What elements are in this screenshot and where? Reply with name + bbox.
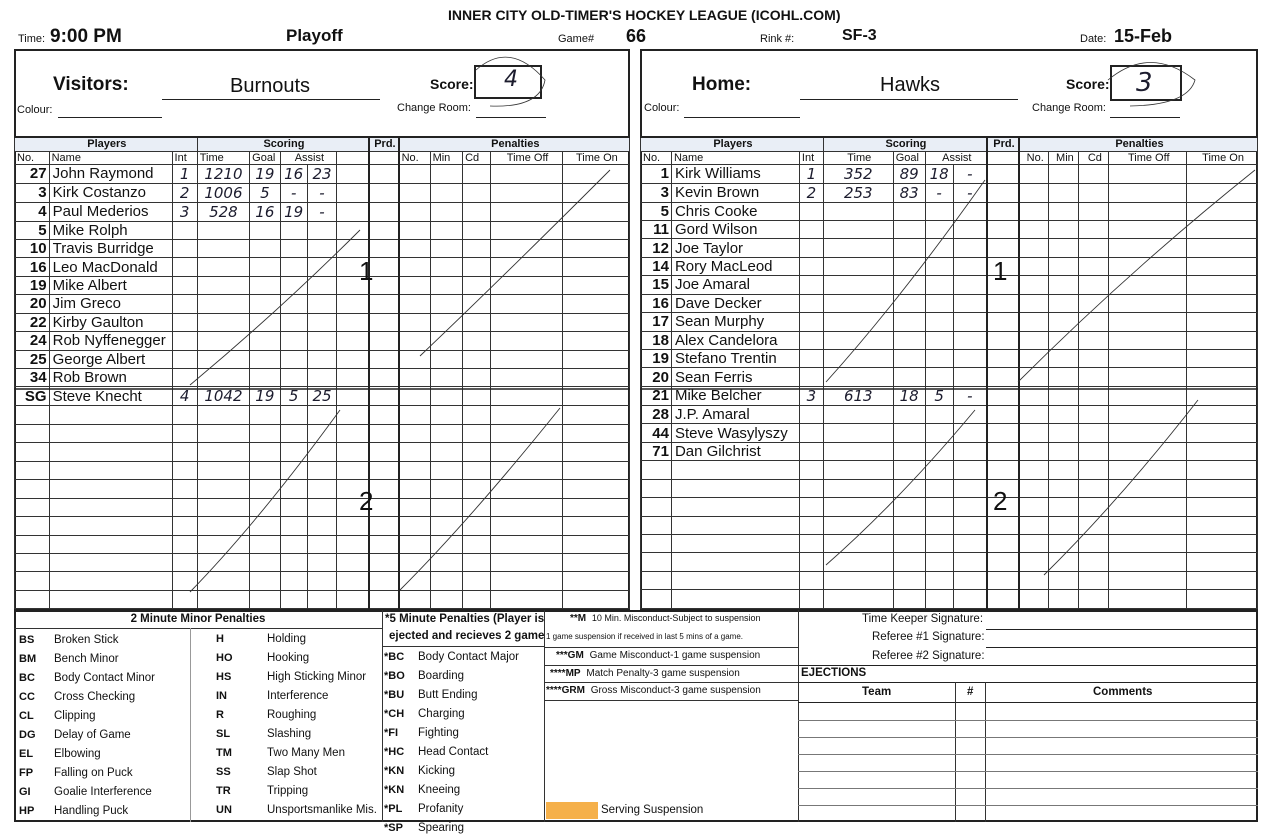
players-header: Players	[15, 137, 198, 151]
scoring-assist-1[interactable]: 5	[280, 387, 307, 406]
list-item	[18, 744, 156, 763]
penalty-desc: High Sticking Minor	[267, 670, 367, 683]
list-item	[383, 818, 520, 837]
list-item	[215, 724, 378, 743]
penalty-desc: Elbowing	[54, 747, 101, 760]
serving-label: Serving Suspension	[601, 804, 704, 816]
scoring-assist-2[interactable]: -	[307, 202, 336, 221]
list-item	[383, 742, 520, 761]
penalty-desc: Spearing	[418, 821, 465, 834]
penalty-code: *BU	[384, 688, 405, 701]
serving-swatch	[546, 802, 598, 819]
list-item	[215, 781, 378, 800]
penalty-desc: Delay of Game	[54, 728, 131, 741]
penalty-code: TR	[216, 784, 231, 797]
player-name: Joe Taylor	[671, 239, 799, 257]
penalty-desc: Kneeing	[418, 783, 461, 796]
player-name: Paul Mederios	[49, 202, 172, 221]
visitors-score: 4	[504, 67, 519, 92]
major-title-2: ejected and recieves 2 game	[389, 630, 545, 642]
penalty-desc: Body Contact Minor	[54, 671, 155, 684]
player-number: 71	[641, 442, 672, 460]
penalty-code: BC	[19, 671, 35, 684]
home-period-1: 1	[993, 256, 1008, 286]
visitors-period-2: 2	[359, 486, 374, 516]
col-name: Name	[49, 151, 172, 164]
minor-right-list	[215, 629, 378, 819]
col-no: No.	[641, 151, 672, 164]
player-name: Alex Candelora	[671, 331, 799, 349]
ejections-title: EJECTIONS	[801, 667, 867, 679]
legend-panel	[14, 610, 1258, 822]
visitors-label: Visitors:	[53, 74, 129, 95]
player-number: 16	[641, 294, 672, 312]
player-name: Dan Gilchrist	[671, 442, 799, 460]
col-name: Name	[671, 151, 799, 164]
scoring-assist-2[interactable]: -	[953, 164, 987, 183]
m-code: **M	[570, 613, 587, 624]
player-number: 18	[641, 331, 672, 349]
player-number: 44	[641, 424, 672, 442]
list-item	[18, 706, 156, 725]
player-number: 19	[15, 276, 50, 294]
game-type: Playoff	[286, 26, 343, 45]
home-colour-label: Colour:	[644, 102, 680, 114]
player-number: 19	[641, 350, 672, 368]
minor-title: 2 Minute Minor Penalties	[130, 613, 266, 625]
penalty-desc: Holding	[267, 632, 306, 645]
col-goal: Goal	[893, 151, 925, 164]
penalty-desc: Boarding	[418, 669, 465, 682]
scoring-time[interactable]: 253	[823, 183, 893, 202]
player-name: Sean Ferris	[671, 368, 799, 386]
players-header: Players	[641, 137, 824, 151]
list-item	[383, 799, 520, 818]
rink-label: Rink #:	[760, 33, 795, 45]
penalty-code: BS	[19, 633, 35, 646]
scoring-header: Scoring	[197, 137, 369, 151]
penalty-desc: Body Contact Major	[418, 650, 519, 663]
list-item	[383, 761, 520, 780]
scoring-goal[interactable]: 5	[250, 183, 280, 202]
minor-left-list	[18, 630, 156, 820]
penalty-code: CC	[19, 690, 35, 703]
list-item	[18, 801, 156, 820]
scoring-int[interactable]: 3	[799, 386, 823, 405]
scoring-goal[interactable]: 16	[250, 202, 280, 221]
list-item	[18, 668, 156, 687]
list-item	[383, 780, 520, 799]
penalty-desc: Butt Ending	[418, 688, 478, 701]
penalty-code: *KN	[384, 764, 405, 777]
penalty-code: H	[216, 632, 224, 645]
scoring-goal[interactable]: 89	[893, 164, 925, 183]
home-score: 3	[1136, 68, 1154, 98]
scoring-assist-1[interactable]: 18	[925, 164, 953, 183]
player-name: Mike Rolph	[49, 221, 172, 239]
player-number: 3	[15, 183, 50, 202]
scoring-assist-1[interactable]: 16	[280, 164, 307, 183]
penalty-desc: Broken Stick	[54, 633, 119, 646]
player-name: Kirk Costanzo	[49, 183, 172, 202]
player-number: 10	[15, 239, 50, 257]
player-name: Leo MacDonald	[49, 258, 172, 276]
player-number: 16	[15, 258, 50, 276]
date-label: Date:	[1080, 33, 1107, 45]
col-assist: Assist	[925, 151, 987, 164]
col-time-on: Time On	[1187, 151, 1258, 164]
player-number: 34	[15, 369, 50, 387]
referee-2-signature-label: Referee #2 Signature:	[872, 650, 985, 662]
player-name: Dave Decker	[671, 294, 799, 312]
player-name: Travis Burridge	[49, 239, 172, 257]
visitors-team-name: Burnouts	[230, 75, 311, 97]
penalty-code: HP	[19, 804, 35, 817]
list-item	[383, 704, 520, 723]
penalty-code: FP	[19, 766, 34, 779]
player-number: 21	[641, 386, 672, 405]
time-keeper-signature-label: Time Keeper Signature:	[862, 613, 984, 625]
player-name: Kirby Gaulton	[49, 313, 172, 331]
penalty-desc: Head Contact	[418, 745, 489, 758]
col-time: Time	[197, 151, 249, 164]
penalty-code: *KN	[384, 783, 405, 796]
mp-desc: Match Penalty-3 game suspension	[586, 668, 740, 679]
col-int: Int	[172, 151, 197, 164]
game-label: Game#	[558, 33, 595, 45]
player-number: 20	[15, 295, 50, 313]
scoring-assist-1[interactable]: 19	[280, 202, 307, 221]
player-number: 20	[641, 368, 672, 386]
visitors-period-1: 1	[359, 256, 374, 286]
player-number: SG	[15, 387, 50, 406]
penalty-code: *BO	[384, 669, 405, 682]
player-number: 3	[641, 183, 672, 202]
player-number: 24	[15, 332, 50, 350]
scoring-assist-2[interactable]: -	[307, 183, 336, 202]
player-name: George Albert	[49, 350, 172, 368]
league-title: INNER CITY OLD-TIMER'S HOCKEY LEAGUE (ICOHL.COM)	[448, 7, 841, 23]
scoring-goal[interactable]: 19	[250, 164, 280, 183]
penalty-desc: Two Many Men	[267, 746, 345, 759]
penalty-desc: Kicking	[418, 764, 456, 777]
penalty-code: CL	[19, 709, 34, 722]
time-keeper-signature-field[interactable]	[986, 629, 1256, 630]
list-item	[215, 762, 378, 781]
time-label: Time:	[18, 33, 46, 45]
penalty-code: BM	[19, 652, 37, 665]
penalties-header: Penalties	[399, 137, 630, 151]
col-time-on: Time On	[562, 151, 629, 164]
gm-desc: Game Misconduct-1 game suspension	[589, 650, 761, 661]
penalty-desc: Profanity	[418, 802, 464, 815]
player-name: J.P. Amaral	[671, 405, 799, 423]
player-name: Rob Nyffenegger	[49, 332, 172, 350]
game-number: 66	[626, 26, 647, 46]
penalty-code: *SP	[384, 821, 403, 834]
scoring-header: Scoring	[823, 137, 987, 151]
prd-header: Prd.	[369, 137, 398, 151]
list-item	[215, 705, 378, 724]
home-period-2: 2	[993, 486, 1008, 516]
player-name: Steve Knecht	[49, 387, 172, 406]
referee-1-signature-label: Referee #1 Signature:	[872, 631, 985, 643]
player-number: 25	[15, 350, 50, 368]
player-name: Gord Wilson	[671, 220, 799, 238]
penalty-desc: Fighting	[418, 726, 459, 739]
list-item	[383, 685, 520, 704]
list-item	[18, 649, 156, 668]
date-value: 15-Feb	[1114, 26, 1173, 46]
penalty-desc: Charging	[418, 707, 465, 720]
visitors-score-label: Score:	[430, 76, 474, 92]
penalty-code: EL	[19, 747, 34, 760]
scoring-assist-2[interactable]: 25	[307, 387, 336, 406]
penalty-code: *HC	[384, 745, 405, 758]
scoring-assist-1[interactable]: -	[925, 183, 953, 202]
penalty-desc: Slashing	[267, 727, 312, 740]
scoring-goal[interactable]: 83	[893, 183, 925, 202]
player-number: 5	[15, 221, 50, 239]
player-number: 5	[641, 202, 672, 220]
player-number: 4	[15, 202, 50, 221]
col-int: Int	[799, 151, 823, 164]
col-goal: Goal	[250, 151, 280, 164]
list-item	[215, 667, 378, 686]
penalty-code: HS	[216, 670, 232, 683]
list-item	[18, 782, 156, 801]
scoring-assist-2[interactable]: 23	[307, 164, 336, 183]
prd-header: Prd.	[987, 137, 1019, 151]
player-name: Kirk Williams	[671, 164, 799, 183]
scoring-int[interactable]: 1	[172, 164, 197, 183]
scoring-int[interactable]: 1	[799, 164, 823, 183]
penalty-code: HO	[216, 651, 233, 664]
list-item	[215, 648, 378, 667]
penalty-code: SL	[216, 727, 231, 740]
col-cd: Cd	[463, 151, 491, 164]
player-name: Sean Murphy	[671, 313, 799, 331]
penalty-desc: Slap Shot	[267, 765, 317, 778]
scoring-time[interactable]: 1042	[197, 387, 249, 406]
scoring-assist-1[interactable]: -	[280, 183, 307, 202]
scoring-time[interactable]: 528	[197, 202, 249, 221]
penalty-desc: Handling Puck	[54, 804, 129, 817]
player-number: 14	[641, 257, 672, 275]
penalty-code: *BC	[384, 650, 405, 663]
player-name: Mike Belcher	[671, 386, 799, 405]
major-list	[383, 647, 520, 837]
list-item	[215, 743, 378, 762]
scoring-assist-2[interactable]: -	[953, 386, 987, 405]
grm-desc: Gross Misconduct-3 game suspension	[590, 685, 761, 696]
list-item	[215, 686, 378, 705]
time-value: 9:00 PM	[50, 26, 122, 47]
list-item	[18, 687, 156, 706]
player-name: Joe Amaral	[671, 276, 799, 294]
scoring-goal[interactable]: 18	[893, 386, 925, 405]
scoring-assist-1[interactable]: 5	[925, 386, 953, 405]
col-pen-no: No.	[1019, 151, 1049, 164]
player-number: 28	[641, 405, 672, 423]
col-min: Min	[430, 151, 463, 164]
ejections-comments-header: Comments	[1093, 686, 1153, 698]
col-time-off: Time Off	[1109, 151, 1187, 164]
scoring-assist-2[interactable]: -	[953, 183, 987, 202]
scoring-int[interactable]: 2	[799, 183, 823, 202]
penalty-desc: Goalie Interference	[54, 785, 152, 798]
home-score-label: Score:	[1066, 76, 1110, 92]
major-title-1: *5 Minute Penalties (Player is	[385, 613, 545, 625]
player-name: John Raymond	[49, 164, 172, 183]
player-number: 27	[15, 164, 50, 183]
player-number: 17	[641, 313, 672, 331]
scoring-goal[interactable]: 19	[250, 387, 280, 406]
penalty-code: *CH	[384, 707, 405, 720]
home-team-name: Hawks	[880, 74, 941, 96]
penalty-desc: Roughing	[267, 708, 317, 721]
penalty-code: *PL	[384, 802, 403, 815]
penalty-desc: Interference	[267, 689, 329, 702]
col-min: Min	[1049, 151, 1079, 164]
player-name: Jim Greco	[49, 295, 172, 313]
home-change-room-label: Change Room:	[1032, 102, 1106, 114]
rink-value: SF-3	[842, 27, 877, 44]
penalty-desc: Unsportsmanlike Mis.	[267, 803, 377, 816]
list-item	[383, 723, 520, 742]
grm-code: ****GRM	[546, 685, 585, 696]
scoring-time[interactable]: 1006	[197, 183, 249, 202]
list-item	[215, 800, 378, 819]
visitors-change-room-label: Change Room:	[397, 102, 471, 114]
penalty-desc: Bench Minor	[54, 652, 119, 665]
penalty-code: *FI	[384, 726, 399, 739]
player-number: 11	[641, 220, 672, 238]
penalty-code: SS	[216, 765, 231, 778]
penalties-header: Penalties	[1019, 137, 1258, 151]
list-item	[215, 629, 378, 648]
penalty-code: DG	[19, 728, 36, 741]
player-name: Rory MacLeod	[671, 257, 799, 275]
penalty-code: IN	[216, 689, 227, 702]
player-name: Chris Cooke	[671, 202, 799, 220]
penalty-desc: Tripping	[267, 784, 309, 797]
col-pen-no: No.	[399, 151, 430, 164]
player-name: Stefano Trentin	[671, 350, 799, 368]
scoring-time[interactable]: 352	[823, 164, 893, 183]
list-item	[383, 666, 520, 685]
player-name: Rob Brown	[49, 369, 172, 387]
m-desc: 10 Min. Misconduct-Subject to suspension	[591, 613, 761, 623]
penalty-desc: Falling on Puck	[54, 766, 133, 779]
penalty-desc: Hooking	[267, 651, 310, 664]
penalty-desc: Cross Checking	[54, 690, 136, 703]
list-item	[18, 763, 156, 782]
penalty-code: UN	[216, 803, 232, 816]
list-item	[18, 630, 156, 649]
col-time-off: Time Off	[491, 151, 562, 164]
player-number: 22	[15, 313, 50, 331]
player-name: Steve Wasylyszy	[671, 424, 799, 442]
ejections-team-header: Team	[862, 686, 892, 698]
ejections-num-header: #	[967, 686, 974, 698]
scoring-int[interactable]: 3	[172, 202, 197, 221]
penalty-desc: Clipping	[54, 709, 96, 722]
player-number: 1	[641, 164, 672, 183]
player-number: 12	[641, 239, 672, 257]
scoring-int[interactable]: 2	[172, 183, 197, 202]
scoring-time[interactable]: 613	[823, 386, 893, 405]
penalty-code: TM	[216, 746, 232, 759]
mp-code: ****MP	[550, 668, 581, 679]
player-name: Kevin Brown	[671, 183, 799, 202]
player-number: 15	[641, 276, 672, 294]
penalty-code: R	[216, 708, 224, 721]
col-no: No.	[15, 151, 50, 164]
home-label: Home:	[692, 74, 752, 95]
m-note: 1 game suspension if received in last 5 mins of a game.	[546, 632, 743, 641]
gm-code: ***GM	[556, 650, 584, 661]
penalty-code: GI	[19, 785, 31, 798]
col-assist: Assist	[280, 151, 337, 164]
list-item	[18, 725, 156, 744]
list-item	[383, 647, 520, 666]
scoring-int[interactable]: 4	[172, 387, 197, 406]
col-time: Time	[823, 151, 893, 164]
col-cd: Cd	[1079, 151, 1109, 164]
visitors-colour-label: Colour:	[17, 104, 53, 116]
referee-1-signature-field[interactable]	[986, 647, 1256, 648]
scoring-time[interactable]: 1210	[197, 164, 249, 183]
player-name: Mike Albert	[49, 276, 172, 294]
